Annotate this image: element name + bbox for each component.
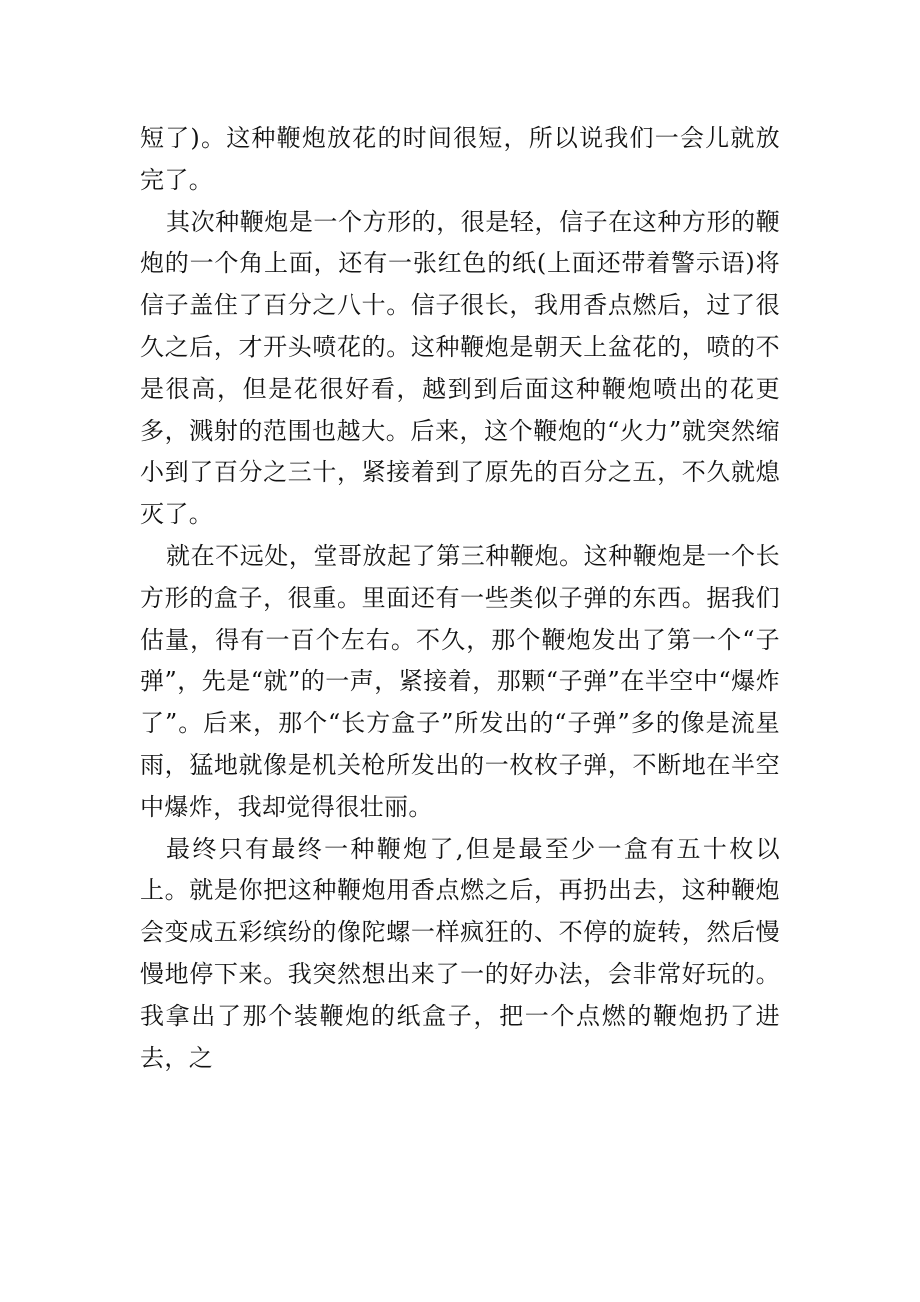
paragraph-4: 最终只有最终一种鞭炮了,但是最至少一盒有五十枚以上。就是你把这种鞭炮用香点燃之后，再扔出去，这种鞭炮会变成五彩缤纷的像陀螺一样疯狂的、不停的旋转，然后慢慢地停下来。我突然想出来了一的好办法，会非常好玩的。我拿出了那个装鞭炮的纸盒子，把一个点燃的鞭炮扔了进去，之 — [140, 834, 780, 1072]
paragraph-2: 其次种鞭炮是一个方形的，很是轻，信子在这种方形的鞭炮的一个角上面，还有一张红色的纸(上面还带着警示语)将信子盖住了百分之八十。信子很长，我用香点燃后，过了很久之后，才开头喷花的。这种鞭炮是朝天上盆花的，喷的不是很高，但是花很好看，越到到后面这种鞭炮喷出的花更多，溅射的范围也越大。后来，这个鞭炮的“火力”就突然缩小到了百分之三十，紧接着到了原先的百分之五，不久就熄灭了。 — [140, 207, 780, 529]
article-body — [140, 118, 780, 1079]
paragraph-3: 就在不远处，堂哥放起了第三种鞭炮。这种鞭炮是一个长方形的盒子，很重。里面还有一些类似子弹的东西。据我们估量，得有一百个左右。不久，那个鞭炮发出了第一个“子弹”，先是“就”的一声，紧接着，那颗“子弹”在半空中“爆炸了”。后来，那个“长方盒子”所发出的“子弹”多的像是流星雨，猛地就像是机关枪所发出的一枚枚子弹，不断地在半空中爆炸，我却觉得很壮丽。 — [140, 541, 780, 821]
paragraph-1: 短了)。这种鞭炮放花的时间很短，所以说我们一会儿就放完了。 — [140, 124, 780, 194]
